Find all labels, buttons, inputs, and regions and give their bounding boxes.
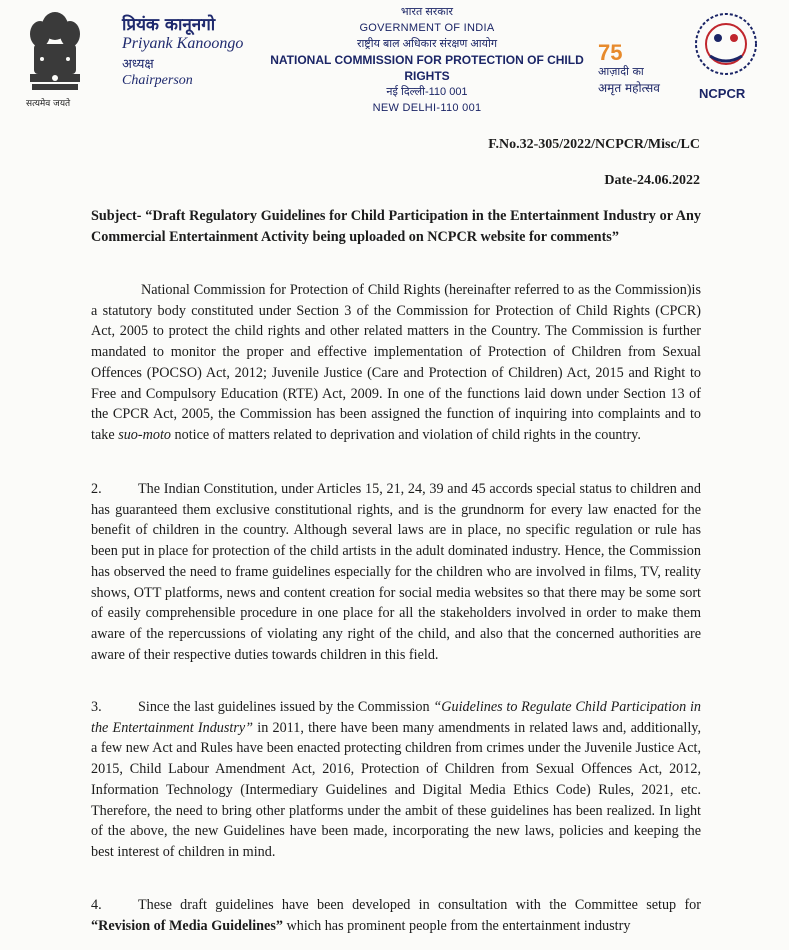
org-line-hindi-2: राष्ट्रीय बाल अधिकार संरक्षण आयोग: [356, 38, 498, 50]
p4-text-a: These draft guidelines have been developed in consultation with the Committee setup for: [138, 897, 701, 913]
file-number: F.No.32-305/2022/NCPCR/Misc/LC: [488, 137, 700, 152]
p3-italic: “Guidelines to Regulate Child Participation in the Entertainment Industry”: [91, 699, 701, 736]
azadi-ka-amrit-mahotsav-logo: [598, 40, 688, 96]
subject-line: Subject- “Draft Regulatory Guidelines for Child Participation in the Entertainment Industry or Any Commercial Entertainment Activity being uploaded on NCPCR website for comments”: [91, 208, 701, 245]
organization-header: [262, 4, 592, 116]
p1-text-a: National Commission for Protection of Child Rights (hereinafter referred to as the Commission)is a statutory body constituted under Section 3 of the Commission for Protection of Child Rights (CPCR) Act, 2005 to protect the child rights and other related matters in the Country. The Commission is further mandated to monitor the proper and effective implementation of Protection of Children from Sexual Offences (POCSO) Act, 2012; Juvenile Justice (Care and Protection of Children) Act, 2015 and Right to Free and Compulsory Education (RTE) Act, 2009. In one of the functions laid down under Section 13 of the CPCR Act, 2005, the Commission has been assigned the function of inquiring into complaints and to take: [91, 282, 701, 443]
org-city-hindi: नई दिल्ली-110 001: [386, 86, 468, 98]
p1-italic: suo-moto: [118, 426, 171, 443]
chairperson-title-hindi: अध्यक्ष: [122, 57, 154, 72]
chairperson-block: [122, 12, 243, 89]
ncpcr-logo-icon: [690, 4, 762, 90]
chairperson-name: Priyank Kanoongo: [122, 35, 244, 52]
org-city: NEW DELHI-110 001: [372, 102, 482, 114]
p3-text-a: Since the last guidelines issued by the Commission: [138, 699, 430, 715]
p3-number: 3.: [91, 699, 102, 715]
paragraph-2: [91, 479, 701, 665]
org-name: NATIONAL COMMISSION FOR PROTECTION OF CHILD RIGHTS: [270, 53, 584, 83]
emblem-motto: सत्यमेव जयते: [26, 99, 71, 109]
p1-text-b: notice of matters related to deprivation and violation of child rights in the country.: [174, 426, 641, 443]
paragraph-3: [91, 697, 701, 863]
paragraph-1: [91, 280, 701, 446]
national-emblem-icon: [20, 4, 90, 104]
p4-bold: “Revision of Media Guidelines”: [91, 917, 283, 934]
org-government: GOVERNMENT OF INDIA: [359, 22, 495, 34]
p4-number: 4.: [91, 897, 102, 913]
azadi-number: 75: [598, 40, 623, 65]
azadi-line-2: अमृत महोत्सव: [598, 81, 660, 95]
ncpcr-label: NCPCR: [699, 86, 746, 101]
paragraph-4: [91, 895, 701, 936]
p2-number: 2.: [91, 481, 102, 497]
p3-text-b: in 2011, there have been many amendments in related laws and, additionally, a few new Act and Rules have been enacted protecting children from crimes under the Juvenile Justice Act, 2015, Child Labour Amendment Act, 2016, Protection of Children from Sexual Offences Act, 2012, Information Technology (Intermediary Guidelines and Digital Media Ethics Code) Rules, 2021, etc. Therefore, the need to bring other platforms under the ambit of these guidelines has been realized. In light of the above, the new Guidelines have been made, incorporating the new laws, policies and keeping the best interest of children in mind.: [91, 719, 702, 860]
chairperson-name-hindi: प्रियंक कानूनगो: [122, 15, 216, 35]
p4-text-b: which has prominent people from the entertainment industry: [286, 917, 631, 934]
chairperson-title: Chairperson: [122, 73, 193, 88]
azadi-line-1: आज़ादी का: [598, 65, 644, 78]
letter-date: Date-24.06.2022: [604, 173, 700, 188]
org-line-hindi-1: भारत सरकार: [400, 6, 454, 18]
p2-text: The Indian Constitution, under Articles 15, 21, 24, 39 and 45 accords special status to children and has guaranteed them exclusive constitutional rights, and is the grundnorm for every law enacted for the benefit of children in the country. Although several laws are in place, no specific regulation or rule has been put in place for protection of the child artists in the adult dominated industry. Hence, the Commission has observed the need to frame guidelines especially for the children who are involved in films, TV, reality shows, OTT platforms, news and content creation for social media websites so that there may be some sort of easily comprehensible procedure in one place for all the stakeholders involved in order to make them aware of the repercussions of violating any right of the child, and also that the concerned authorities are aware of their respective duties towards children in this field.: [91, 481, 701, 663]
